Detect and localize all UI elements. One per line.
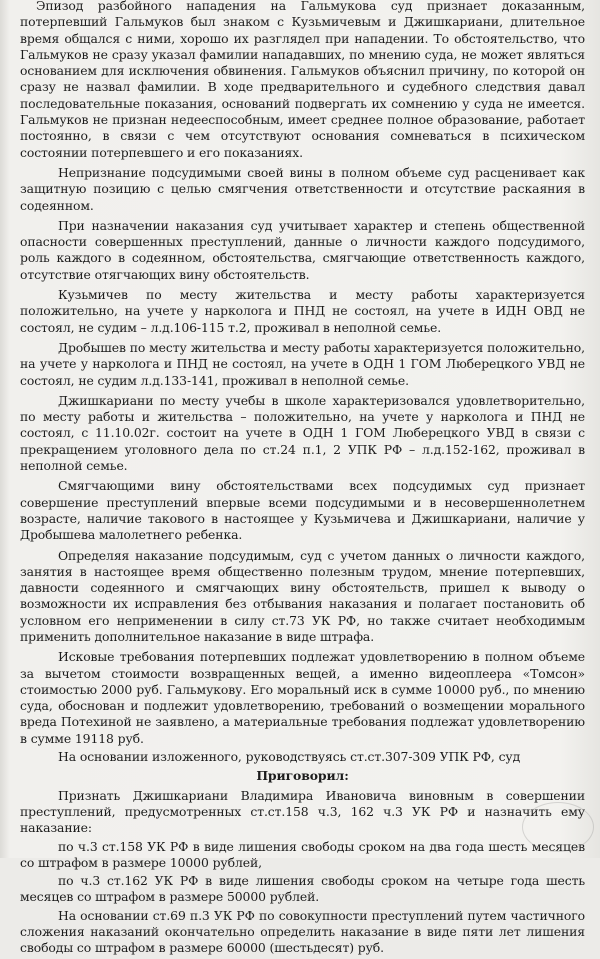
paragraph-non-admission: Непризнание подсудимыми своей вины в полном объеме суд расценивает как защитную позицию с целью смягчения ответственности и отсутствие раскаяния в содеянном. [20, 164, 585, 213]
paragraph-mitigating: Смягчающими вину обстоятельствами всех подсудимых суд признает совершение преступлений впервые всеми подсудимыми и в несовершеннолетнем возрасте, наличие такового в настоящее у Кузьмичева и Джишкариани, наличие у Дробышева малолетнего ребенка. [20, 478, 585, 543]
verdict-final: На основании ст.69 п.3 УК РФ по совокупности преступлений путем частичного сложения наказаний окончательно определить наказание в виде пяти лет лишения свободы со штрафом в размере 60000 (шестьдесят) руб. [20, 907, 585, 956]
paragraph-punishment: Определяя наказание подсудимым, суд с учетом данных о личности каждого, занятия в настоящее время общественно полезным трудом, мнение потерпевших, давности содеянного и смягчающих вину обстоятельств, пришел к выводу о возможности их исправления без отбывания наказания и полагает постановить об условном его неприменении в силу ст.73 УК РФ, но также считает необходимым применить дополнительное наказание в виде штрафа. [20, 547, 585, 644]
stamp-mark [522, 802, 594, 852]
paragraph-claims: Исковые требования потерпевших подлежат удовлетворению в полном объеме за вычетом стоимости возвращенных вещей, а именно видеоплеера «Томсон» стоимостью 2000 руб. Гальмукову. Его моральный иск в сумме 10000 руб., по мнению суда, обоснован и подлежит удовлетворению, требований о возмещении морального вреда Потехиной не заявлено, а материальные требования подлежат удовлетворению в сумме 19118 руб. [20, 649, 585, 746]
scan-speck [470, 520, 472, 522]
paragraph-kuzmichev: Кузьмичев по месту жительства и месту работы характеризуется положительно, на учете у нарколога и ПНД не состоял, на учете в ИДН ОВД не состоял, не судим – л.д.106-115 т.2, проживал в неполной семье. [20, 287, 585, 335]
verdict-count-162: по ч.3 ст.162 УК РФ в виде лишения свободы сроком на четыре года шесть месяцев со штрафом в размере 50000 рублей. [20, 873, 585, 905]
scan-speck [44, 130, 46, 132]
paragraph-robbery-episode: Эпизод разбойного нападения на Гальмукова суд признает доказанным, потерпевший Гальмуков был знаком с Кузьмичевым и Джишкариани, длительное время общался с ними, хорошо их разглядел при нападении. То обстоятельство, что Гальмуков не сразу указал фамилии нападавших, по мнению суда, не может являться основанием для исключения обвинения. Гальмуков объяснил причину, по которой он сразу не назвал фамилии. В ходе предварительного и судебного следствия давал последовательные показания, оснований подвергать их сомнению у суда не имеется. Гальмуков не признан недееспособным, имеет среднее полное образование, работает постоянно, в связи с чем отсутствуют основания сомневаться в психическом состоянии потерпевшего и его показаниях. [20, 0, 585, 160]
paragraph-grounds: На основании изложенного, руководствуясь ст.ст.307-309 УПК РФ, суд [58, 749, 521, 765]
verdict-count-158: по ч.3 ст.158 УК РФ в виде лишения свободы сроком на два года шесть месяцев со штрафом в размере 10000 рублей, [20, 838, 585, 870]
document-body [20, 0, 585, 959]
paragraph-sentencing-factors: При назначении наказания суд учитывает характер и степень общественной опасности совершенных преступлений, данные о личности каждого подсудимого, роль каждого в содеянном, обстоятельства, смягчающие ответственность каждого, отсутствие отягчающих вину обстоятельств. [20, 217, 585, 282]
verdict-guilty: Признать Джишкариани Владимира Ивановича виновным в совершении преступлений, предусмотренных ст.ст.158 ч.3, 162 ч.3 УК РФ и назначить ему наказание: [20, 787, 585, 836]
paragraph-drobyshev: Дробышев по месту жительства и месту работы характеризуется положительно, на учете у нарколога и ПНД не состоял, на учете в ОДН 1 ГОМ Люберецкого УВД не состоял, не судим л.д.133-141, проживал в неполной семье. [20, 339, 585, 388]
paragraph-dzhishkariani: Джишкариани по месту учебы в школе характеризовался удовлетворительно, по месту работы и жительства – положительно, на учете у нарколога и ПНД не состоял, с 11.10.02г. состоит на учете в ОДН 1 ГОМ Люберецкого УВД в связи с прекращением уголовного дела по ст.24 п.1, 2 УПК РФ – л.д.152-162, проживал в неполной семье. [20, 392, 585, 474]
verdict-heading: Приговорил: [256, 768, 349, 784]
